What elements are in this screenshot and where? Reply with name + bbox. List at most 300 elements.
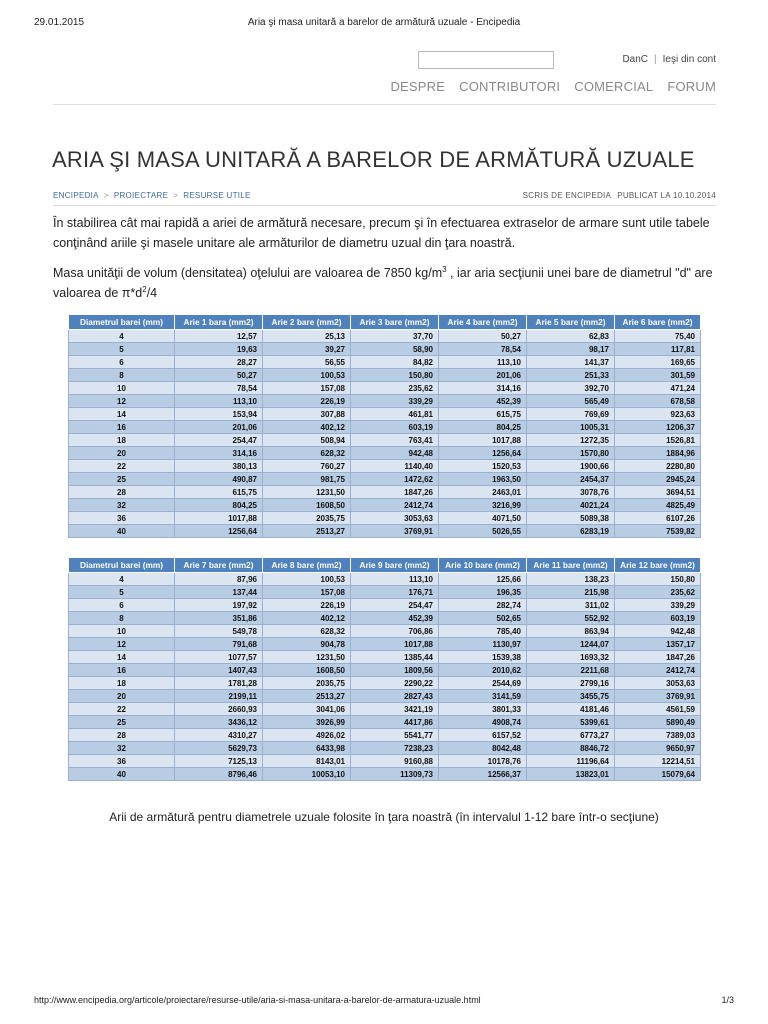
area-cell: 37,70	[351, 330, 439, 343]
area-cell: 2035,75	[263, 512, 351, 525]
area-cell: 490,87	[175, 473, 263, 486]
area-cell: 2199,11	[175, 690, 263, 703]
table-row	[69, 486, 701, 499]
area-cell: 226,19	[263, 599, 351, 612]
diameter-cell: 25	[69, 473, 175, 486]
area-cell: 6433,98	[263, 742, 351, 755]
area-cell: 19,63	[175, 343, 263, 356]
area-cell: 2211,68	[527, 664, 615, 677]
area-cell: 113,10	[439, 356, 527, 369]
print-url: http://www.encipedia.org/articole/proiectare/resurse-utile/aria-si-masa-unitara-a-barelor-de-armatura-uzuale.html	[34, 995, 481, 1005]
diameter-cell: 14	[69, 651, 175, 664]
area-cell: 215,98	[527, 586, 615, 599]
article-byline	[523, 191, 716, 200]
diameter-cell: 6	[69, 599, 175, 612]
column-header: Arie 9 bare (mm2)	[351, 558, 439, 573]
area-cell: 6157,52	[439, 729, 527, 742]
area-cell: 402,12	[263, 421, 351, 434]
area-cell: 1570,80	[527, 447, 615, 460]
area-cell: 402,12	[263, 612, 351, 625]
area-cell: 1608,50	[263, 499, 351, 512]
area-cell: 769,69	[527, 408, 615, 421]
table-row	[69, 677, 701, 690]
area-cell: 6283,19	[527, 525, 615, 538]
area-cell: 62,83	[527, 330, 615, 343]
area-cell: 461,81	[351, 408, 439, 421]
area-cell: 100,53	[263, 573, 351, 586]
area-cell: 157,08	[263, 586, 351, 599]
superscript-2: 2	[142, 284, 147, 294]
area-cell: 351,86	[175, 612, 263, 625]
diameter-cell: 18	[69, 677, 175, 690]
diameter-cell: 22	[69, 460, 175, 473]
area-cell: 2799,16	[527, 677, 615, 690]
area-cell: 1005,31	[527, 421, 615, 434]
table-row	[69, 625, 701, 638]
area-cell: 4926,02	[263, 729, 351, 742]
area-cell: 1884,96	[615, 447, 701, 460]
area-cell: 2945,24	[615, 473, 701, 486]
area-cell: 615,75	[439, 408, 527, 421]
area-cell: 235,62	[615, 586, 701, 599]
area-cell: 1539,38	[439, 651, 527, 664]
area-cell: 1272,35	[527, 434, 615, 447]
superscript-3: 3	[442, 264, 447, 274]
area-cell: 471,24	[615, 382, 701, 395]
area-cell: 113,10	[175, 395, 263, 408]
area-cell: 6107,26	[615, 512, 701, 525]
area-cell: 251,33	[527, 369, 615, 382]
column-header: Arie 3 bare (mm2)	[351, 315, 439, 330]
area-cell: 1847,26	[351, 486, 439, 499]
density-text: Masa unităţii de volum (densitatea) oţelului are valoarea de 7850 kg/m	[53, 266, 443, 280]
area-cell: 3053,63	[351, 512, 439, 525]
area-cell: 311,02	[527, 599, 615, 612]
table-row	[69, 599, 701, 612]
area-cell: 1206,37	[615, 421, 701, 434]
area-cell: 50,27	[175, 369, 263, 382]
publish-date: PUBLICAT LA 10.10.2014	[617, 191, 716, 200]
table-row	[69, 742, 701, 755]
area-cell: 502,65	[439, 612, 527, 625]
area-cell: 904,78	[263, 638, 351, 651]
column-header: Arie 5 bare (mm2)	[527, 315, 615, 330]
area-cell: 3455,75	[527, 690, 615, 703]
table-row	[69, 421, 701, 434]
area-cell: 314,16	[175, 447, 263, 460]
diameter-cell: 4	[69, 573, 175, 586]
area-cell: 3801,33	[439, 703, 527, 716]
table-row	[69, 525, 701, 538]
column-header: Arie 10 bare (mm2)	[439, 558, 527, 573]
diameter-cell: 28	[69, 729, 175, 742]
print-page-number: 1/3	[721, 995, 734, 1005]
area-cell: 392,70	[527, 382, 615, 395]
user-link[interactable]: DanC	[622, 54, 649, 65]
area-cell: 75,40	[615, 330, 701, 343]
area-cell: 98,17	[527, 343, 615, 356]
area-cell: 508,94	[263, 434, 351, 447]
area-cell: 254,47	[351, 599, 439, 612]
area-cell: 12,57	[175, 330, 263, 343]
area-cell: 301,59	[615, 369, 701, 382]
area-cell: 1847,26	[615, 651, 701, 664]
area-cell: 28,27	[175, 356, 263, 369]
diameter-cell: 40	[69, 525, 175, 538]
breadcrumb	[53, 191, 251, 200]
diameter-cell: 20	[69, 447, 175, 460]
table-row	[69, 356, 701, 369]
diameter-cell: 32	[69, 499, 175, 512]
table-row	[69, 447, 701, 460]
table-row	[69, 768, 701, 781]
area-cell: 4021,24	[527, 499, 615, 512]
area-cell: 3769,91	[615, 690, 701, 703]
area-cell: 3421,19	[351, 703, 439, 716]
table-row	[69, 716, 701, 729]
area-cell: 39,27	[263, 343, 351, 356]
area-cell: 58,90	[351, 343, 439, 356]
area-cell: 2463,01	[439, 486, 527, 499]
diameter-cell: 8	[69, 612, 175, 625]
table-row	[69, 434, 701, 447]
area-cell: 1140,40	[351, 460, 439, 473]
area-cell: 452,39	[439, 395, 527, 408]
diameter-cell: 12	[69, 395, 175, 408]
area-cell: 2010,62	[439, 664, 527, 677]
area-cell: 5541,77	[351, 729, 439, 742]
area-cell: 7389,03	[615, 729, 701, 742]
area-cell: 1520,53	[439, 460, 527, 473]
area-cell: 12566,37	[439, 768, 527, 781]
diameter-cell: 28	[69, 486, 175, 499]
area-cell: 3926,99	[263, 716, 351, 729]
diameter-cell: 16	[69, 421, 175, 434]
area-cell: 7539,82	[615, 525, 701, 538]
area-cell: 5026,55	[439, 525, 527, 538]
area-cell: 78,54	[439, 343, 527, 356]
table-row	[69, 473, 701, 486]
area-cell: 25,13	[263, 330, 351, 343]
table-row	[69, 408, 701, 421]
area-cell: 628,32	[263, 625, 351, 638]
area-cell: 56,55	[263, 356, 351, 369]
area-cell: 8796,46	[175, 768, 263, 781]
area-cell: 1809,56	[351, 664, 439, 677]
area-cell: 2513,27	[263, 690, 351, 703]
area-cell: 1900,66	[527, 460, 615, 473]
diameter-cell: 36	[69, 755, 175, 768]
area-cell: 12214,51	[615, 755, 701, 768]
intro-paragraph: În stabilirea cât mai rapidă a ariei de armătură necesare, precum şi în efectuarea extraselor de armare sunt utile tabele conţinând ariile şi masele unitare ale armăturilor de diametru uzual din ţara noastră.	[53, 216, 710, 250]
table-header	[69, 315, 701, 330]
area-cell: 2544,69	[439, 677, 527, 690]
area-cell: 150,80	[615, 573, 701, 586]
area-cell: 11309,73	[351, 768, 439, 781]
area-cell: 760,27	[263, 460, 351, 473]
nav-contributori[interactable]: CONTRIBUTORI	[459, 79, 561, 94]
breadcrumb-divider	[53, 205, 716, 206]
column-header: Arie 8 bare (mm2)	[263, 558, 351, 573]
area-cell: 552,92	[527, 612, 615, 625]
nav-divider	[53, 104, 716, 105]
area-cell: 100,53	[263, 369, 351, 382]
table-row	[69, 330, 701, 343]
area-cell: 2280,80	[615, 460, 701, 473]
table-caption: Arii de armătură pentru diametrele uzuale folosite în ţara noastră (în intervalul 1-12 bare într-o secţiune)	[109, 810, 659, 824]
area-cell: 942,48	[351, 447, 439, 460]
density-paragraph	[53, 263, 716, 303]
area-cell: 3141,59	[439, 690, 527, 703]
column-header: Arie 12 bare (mm2)	[615, 558, 701, 573]
area-cell: 314,16	[439, 382, 527, 395]
print-date: 29.01.2015	[34, 17, 85, 28]
table-row	[69, 703, 701, 716]
area-cell: 4310,27	[175, 729, 263, 742]
area-cell: 125,66	[439, 573, 527, 586]
area-cell: 13823,01	[527, 768, 615, 781]
table-row	[69, 382, 701, 395]
diameter-cell: 20	[69, 690, 175, 703]
area-cell: 923,63	[615, 408, 701, 421]
diameter-cell: 12	[69, 638, 175, 651]
area-cell: 804,25	[439, 421, 527, 434]
breadcrumb-encipedia[interactable]: ENCIPEDIA	[53, 191, 99, 200]
column-header: Diametrul barei (mm)	[69, 558, 175, 573]
area-cell: 706,86	[351, 625, 439, 638]
column-header: Arie 6 bare (mm2)	[615, 315, 701, 330]
area-cell: 380,13	[175, 460, 263, 473]
page-title: ARIA ŞI MASA UNITARĂ A BARELOR DE ARMĂTURĂ UZUALE	[52, 147, 695, 172]
area-cell: 678,58	[615, 395, 701, 408]
area-cell: 549,78	[175, 625, 263, 638]
diameter-cell: 5	[69, 586, 175, 599]
area-cell: 7238,23	[351, 742, 439, 755]
diameter-cell: 5	[69, 343, 175, 356]
area-cell: 201,06	[439, 369, 527, 382]
area-cell: 1781,28	[175, 677, 263, 690]
area-cell: 1256,64	[439, 447, 527, 460]
area-cell: 9160,88	[351, 755, 439, 768]
diameter-cell: 16	[69, 664, 175, 677]
area-cell: 603,19	[351, 421, 439, 434]
area-cell: 3694,51	[615, 486, 701, 499]
table-row	[69, 460, 701, 473]
table-row	[69, 690, 701, 703]
area-cell: 1017,88	[351, 638, 439, 651]
area-cell: 791,68	[175, 638, 263, 651]
area-cell: 2412,74	[351, 499, 439, 512]
area-cell: 603,19	[615, 612, 701, 625]
area-cell: 1357,17	[615, 638, 701, 651]
rebar-area-table-2	[68, 557, 701, 781]
area-cell: 785,40	[439, 625, 527, 638]
area-cell: 1472,62	[351, 473, 439, 486]
area-cell: 10178,76	[439, 755, 527, 768]
area-cell: 1077,57	[175, 651, 263, 664]
area-cell: 2412,74	[615, 664, 701, 677]
area-cell: 3053,63	[615, 677, 701, 690]
area-cell: 1385,44	[351, 651, 439, 664]
area-cell: 282,74	[439, 599, 527, 612]
area-cell: 78,54	[175, 382, 263, 395]
area-cell: 201,06	[175, 421, 263, 434]
area-cell: 4561,59	[615, 703, 701, 716]
column-header: Arie 4 bare (mm2)	[439, 315, 527, 330]
area-cell: 176,71	[351, 586, 439, 599]
diameter-cell: 36	[69, 512, 175, 525]
diameter-cell: 25	[69, 716, 175, 729]
diameter-cell: 10	[69, 625, 175, 638]
diameter-cell: 8	[69, 369, 175, 382]
area-cell: 9650,97	[615, 742, 701, 755]
area-cell: 565,49	[527, 395, 615, 408]
area-cell: 4908,74	[439, 716, 527, 729]
breadcrumb-proiectare[interactable]: PROIECTARE	[113, 191, 169, 200]
area-cell: 981,75	[263, 473, 351, 486]
area-cell: 3769,91	[351, 525, 439, 538]
area-cell: 6773,27	[527, 729, 615, 742]
area-cell: 8042,48	[439, 742, 527, 755]
nav-forum[interactable]: FORUM	[667, 79, 716, 94]
area-cell: 763,41	[351, 434, 439, 447]
area-cell: 4825,49	[615, 499, 701, 512]
diameter-cell: 40	[69, 768, 175, 781]
table-row	[69, 573, 701, 586]
area-cell: 339,29	[615, 599, 701, 612]
area-cell: 141,37	[527, 356, 615, 369]
area-cell: 4417,86	[351, 716, 439, 729]
table-row	[69, 755, 701, 768]
area-cell: 1608,50	[263, 664, 351, 677]
column-header: Diametrul barei (mm)	[69, 315, 175, 330]
area-text: , iar aria secţiunii unei bare de diametrul "d" are valoarea de π*d	[53, 266, 713, 300]
table-row	[69, 638, 701, 651]
search-input[interactable]	[418, 51, 554, 69]
diameter-cell: 4	[69, 330, 175, 343]
table-row	[69, 512, 701, 525]
area-cell: 8846,72	[527, 742, 615, 755]
area-cell: 138,23	[527, 573, 615, 586]
area-cell: 8143,01	[263, 755, 351, 768]
area-cell: 1231,50	[263, 486, 351, 499]
area-cell: 615,75	[175, 486, 263, 499]
area-cell: 15079,64	[615, 768, 701, 781]
table-row	[69, 369, 701, 382]
table-row	[69, 729, 701, 742]
area-cell: 2454,37	[527, 473, 615, 486]
area-cell: 628,32	[263, 447, 351, 460]
area-cell: 157,08	[263, 382, 351, 395]
user-nav	[622, 54, 716, 65]
area-cell: 87,96	[175, 573, 263, 586]
breadcrumb-resurse-utile[interactable]: RESURSE UTILE	[183, 191, 251, 200]
nav-comercial[interactable]: COMERCIAL	[574, 79, 654, 94]
user-nav-separator: |	[654, 54, 657, 65]
area-cell: 1963,50	[439, 473, 527, 486]
area-cell: 11196,64	[527, 755, 615, 768]
area-cell: 863,94	[527, 625, 615, 638]
table-row	[69, 612, 701, 625]
area-cell: 235,62	[351, 382, 439, 395]
column-header: Arie 2 bare (mm2)	[263, 315, 351, 330]
diameter-cell: 6	[69, 356, 175, 369]
diameter-cell: 32	[69, 742, 175, 755]
diameter-cell: 14	[69, 408, 175, 421]
area-cell: 226,19	[263, 395, 351, 408]
area-cell: 5089,38	[527, 512, 615, 525]
area-cell: 1407,43	[175, 664, 263, 677]
area-cell: 1017,88	[175, 512, 263, 525]
print-page-title: Aria şi masa unitară a barelor de armătură uzuale - Encipedia	[247, 17, 521, 28]
area-cell: 254,47	[175, 434, 263, 447]
area-cell: 4071,50	[439, 512, 527, 525]
area-cell: 1231,50	[263, 651, 351, 664]
area-cell: 153,94	[175, 408, 263, 421]
area-cell: 196,35	[439, 586, 527, 599]
area-cell: 197,92	[175, 599, 263, 612]
area-cell: 3216,99	[439, 499, 527, 512]
area-cell: 117,81	[615, 343, 701, 356]
diameter-cell: 10	[69, 382, 175, 395]
logout-link[interactable]: Ieşi din cont	[662, 54, 716, 65]
area-cell: 5629,73	[175, 742, 263, 755]
table-row	[69, 664, 701, 677]
area-cell: 7125,13	[175, 755, 263, 768]
area-cell: 3436,12	[175, 716, 263, 729]
breadcrumb-separator: >	[103, 191, 109, 200]
area-cell: 452,39	[351, 612, 439, 625]
area-formula-end: /4	[146, 286, 158, 300]
table-row	[69, 499, 701, 512]
area-cell: 5890,49	[615, 716, 701, 729]
column-header: Arie 11 bare (mm2)	[527, 558, 615, 573]
area-cell: 2035,75	[263, 677, 351, 690]
area-cell: 2660,93	[175, 703, 263, 716]
area-cell: 307,88	[263, 408, 351, 421]
area-cell: 10053,10	[263, 768, 351, 781]
area-cell: 2827,43	[351, 690, 439, 703]
area-cell: 150,80	[351, 369, 439, 382]
area-cell: 4181,46	[527, 703, 615, 716]
main-nav	[376, 79, 716, 94]
diameter-cell: 22	[69, 703, 175, 716]
area-cell: 113,10	[351, 573, 439, 586]
area-cell: 1244,07	[527, 638, 615, 651]
area-cell: 1130,97	[439, 638, 527, 651]
breadcrumb-separator: >	[173, 191, 179, 200]
table-row	[69, 586, 701, 599]
rebar-area-table-1	[68, 314, 701, 538]
column-header: Arie 7 bare (mm2)	[175, 558, 263, 573]
table-row	[69, 651, 701, 664]
area-cell: 2513,27	[263, 525, 351, 538]
area-cell: 804,25	[175, 499, 263, 512]
table-row	[69, 395, 701, 408]
area-cell: 1693,32	[527, 651, 615, 664]
area-cell: 169,65	[615, 356, 701, 369]
area-cell: 3041,06	[263, 703, 351, 716]
table-header	[69, 558, 701, 573]
diameter-cell: 18	[69, 434, 175, 447]
author-label: SCRIS DE ENCIPEDIA	[522, 191, 612, 200]
table-row	[69, 343, 701, 356]
nav-despre[interactable]: DESPRE	[390, 79, 446, 94]
area-cell: 50,27	[439, 330, 527, 343]
area-cell: 1526,81	[615, 434, 701, 447]
area-cell: 84,82	[351, 356, 439, 369]
area-cell: 1017,88	[439, 434, 527, 447]
